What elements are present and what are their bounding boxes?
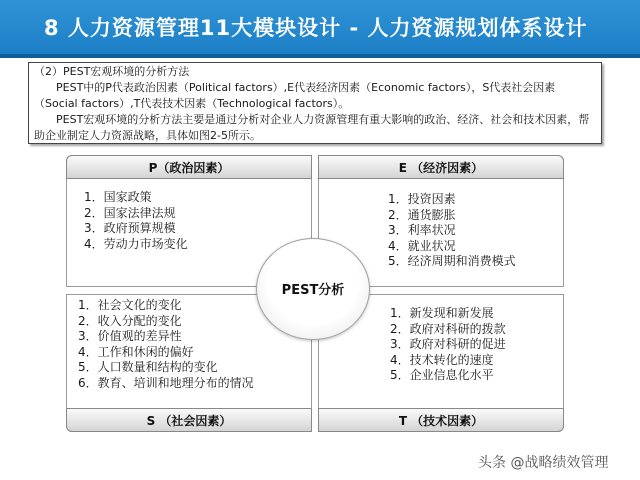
technology-item: 4．技术转化的速度: [390, 352, 494, 367]
title-banner: [0, 0, 640, 54]
technology-item: 3．政府对科研的促进: [390, 337, 506, 351]
intro-description: PEST宏观环境的分析方法主要是通过分析对企业人力资源管理有重大影响的政治、经济、社会和技术因素，帮助企业制定人力资源战略，具体如图2-5所示。: [34, 113, 590, 142]
social-item: 3．价值观的差异性: [78, 329, 182, 343]
political-item: 4．劳动力市场变化: [84, 236, 188, 251]
intro-textbox: [28, 62, 602, 144]
title-underline: [0, 54, 640, 58]
political-list: [84, 190, 188, 252]
intro-definition: PEST中的P代表政治因素（Political factors）,E代表经济因素（Economic factors），S代表社会因素（Social factors）,T代表技术因素（Technological factors）。: [34, 81, 556, 110]
pest-center-circle: [256, 238, 370, 340]
technology-header: T （技术因素）: [318, 408, 564, 432]
technology-item: 2．政府对科研的拨款: [390, 321, 506, 336]
social-item: 6．教育、培训和地理分布的情况: [78, 375, 254, 390]
social-item: 1．社会文化的变化: [78, 298, 182, 312]
social-header: S （社会因素）: [66, 408, 312, 432]
economic-list: [388, 192, 516, 270]
technology-item: 5．企业信息化水平: [390, 368, 494, 382]
economic-header: E （经济因素）: [318, 155, 564, 179]
political-item: 2．国家法律法规: [84, 205, 176, 220]
social-item: 5．人口数量和结构的变化: [78, 360, 218, 374]
social-list: [78, 298, 254, 391]
social-item: 2．收入分配的变化: [78, 313, 182, 328]
economic-item: 1．投资因素: [388, 192, 456, 206]
political-item: 3．政府预算规模: [84, 221, 176, 235]
economic-item: 2．通货膨胀: [388, 207, 456, 222]
economic-item: 5．经济周期和消费模式: [388, 254, 516, 268]
economic-item: 4．就业状况: [388, 238, 456, 253]
pest-center-label: PEST分析: [281, 283, 345, 298]
political-header: P（政治因素）: [66, 155, 312, 179]
technology-list: [390, 306, 506, 384]
page-title: 8 人力资源管理11大模块设计 - 人力资源规划体系设计: [44, 16, 588, 40]
watermark: 头条 @战略绩效管理: [478, 455, 609, 471]
political-item: 1．国家政策: [84, 190, 152, 204]
technology-item: 1．新发现和新发展: [390, 306, 494, 320]
economic-item: 3．利率状况: [388, 223, 456, 237]
intro-heading: （2）PEST宏观环境的分析方法: [34, 65, 190, 78]
social-item: 4．工作和休闲的偏好: [78, 344, 194, 359]
